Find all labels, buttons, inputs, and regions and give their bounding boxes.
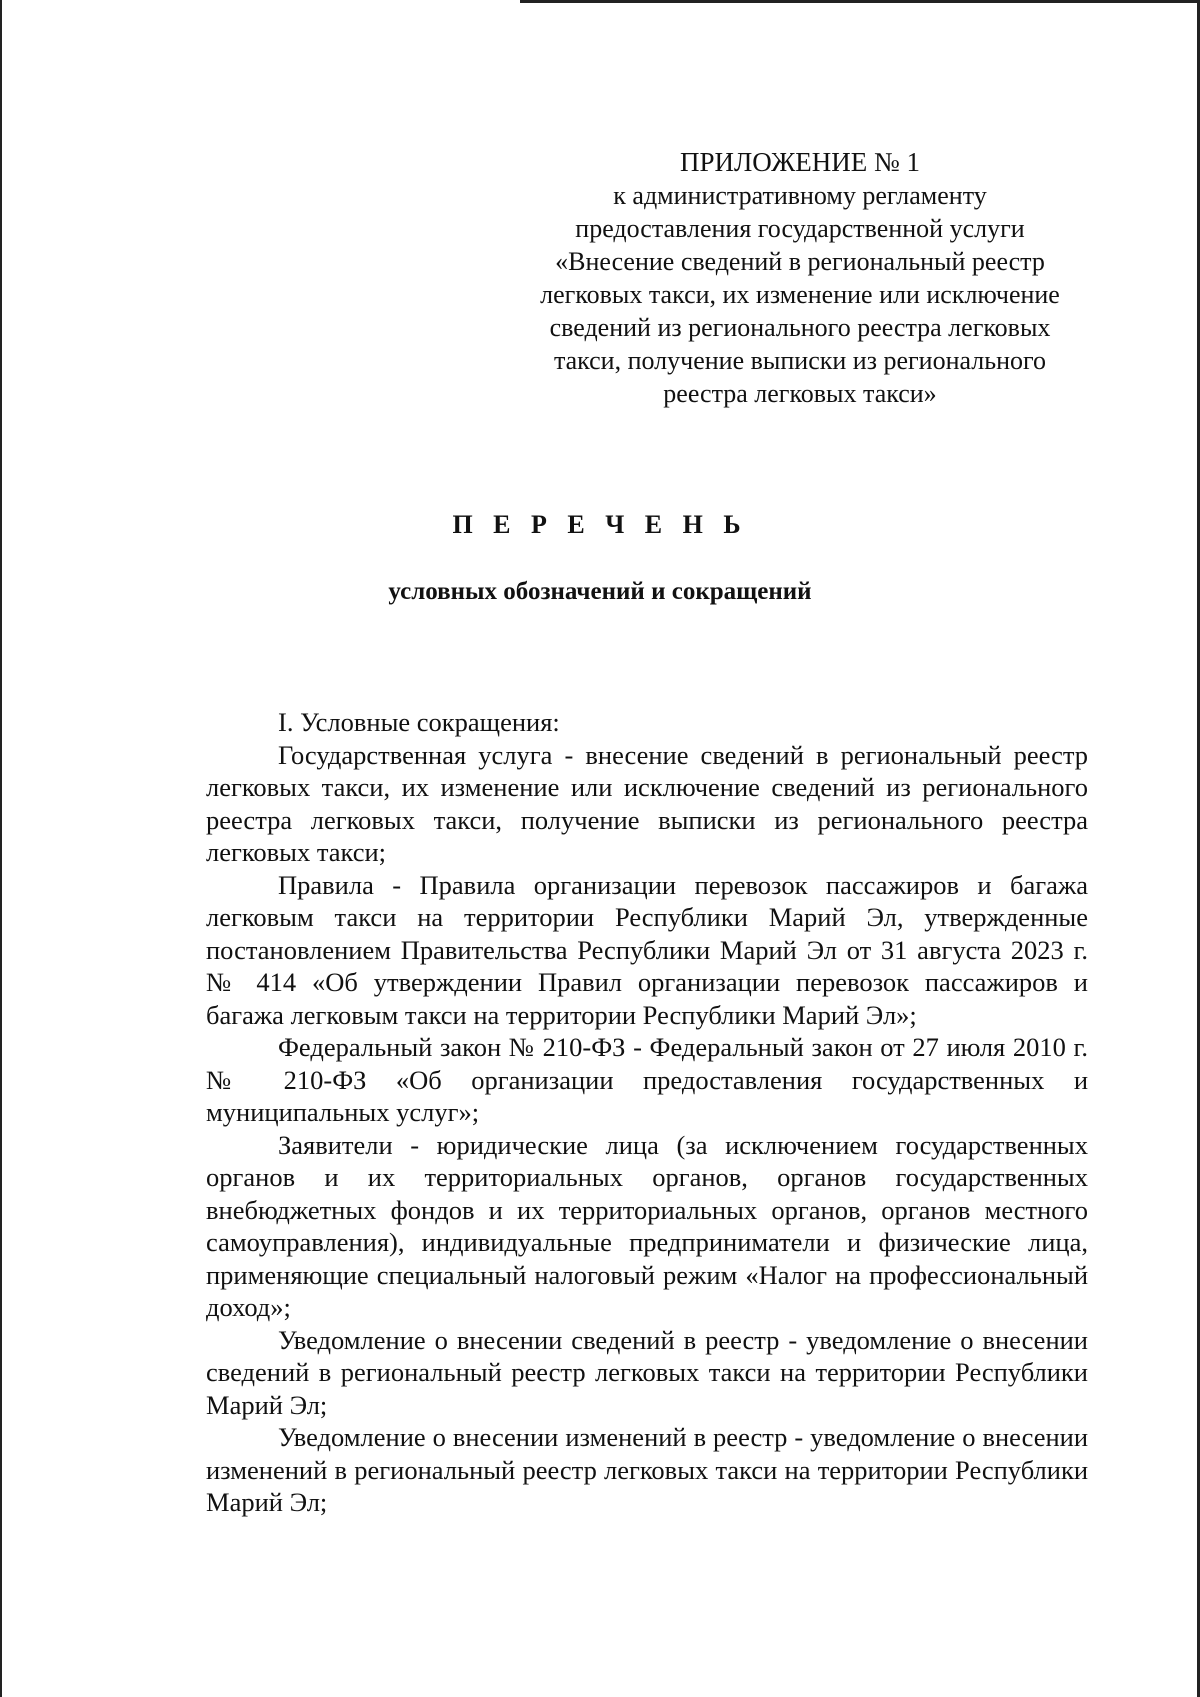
- scan-edge-top: [520, 0, 1200, 3]
- document-title: П Е Р Е Ч Е Н Ь: [452, 510, 748, 539]
- definition-paragraph: Уведомление о внесении изменений в реестр - уведомление о внесении изменений в региональный реестр легковых такси на территории Республики Марий Эл;: [206, 1422, 1088, 1517]
- definition-paragraph: Правила - Правила организации перевозок пассажиров и багажа легковым такси на территории Республики Марий Эл, утвержденные постановлением Правительства Республики Марий Эл от 31 августа 2023 г. № 414 «Об утверждении Правил организации перевозок пассажиров и багажа легковым такси на территории Республики Марий Эл»;: [206, 869, 1088, 1030]
- appendix-line: легковых такси, их изменение или исключение: [540, 280, 1060, 309]
- appendix-line: «Внесение сведений в региональный реестр: [555, 247, 1045, 276]
- definition-paragraph: Уведомление о внесении сведений в реестр - уведомление о внесении сведений в региональный реестр легковых такси на территории Республики Марий Эл;: [206, 1324, 1088, 1420]
- definition-paragraph: Государственная услуга - внесение сведений в региональный реестр легковых такси, их изменение или исключение сведений из регионального реестра легковых такси, получение выписки из регионального реестра легковых такси;: [206, 739, 1088, 867]
- appendix-block: [500, 146, 1100, 410]
- definition-paragraph: Заявители - юридические лица (за исключением государственных органов и их территориальных органов, органов государственных внебюджетных фондов и их территориальных органов, органов местного самоуправления), индивидуальные предприниматели и физические лица, применяющие специальный налоговый режим «Налог на профессиональный доход»;: [206, 1129, 1088, 1322]
- appendix-title: ПРИЛОЖЕНИЕ № 1: [679, 147, 921, 177]
- section-body: [206, 706, 1088, 1519]
- appendix-line: к административному регламенту: [613, 181, 987, 210]
- definition-paragraph: Федеральный закон № 210-ФЗ - Федеральный закон от 27 июля 2010 г. № 210-ФЗ «Об организации предоставления государственных и муниципальных услуг»;: [206, 1032, 1088, 1127]
- document-subtitle: условных обозначений и сокращений: [388, 578, 812, 605]
- section-heading: I. Условные сокращения:: [278, 707, 560, 737]
- appendix-line: такси, получение выписки из регионального: [553, 346, 1047, 375]
- appendix-line: сведений из регионального реестра легковых: [549, 313, 1051, 342]
- appendix-line: предоставления государственной услуги: [575, 214, 1025, 243]
- appendix-line: реестра легковых такси»: [663, 379, 937, 408]
- scan-edge-left: [0, 0, 2, 1697]
